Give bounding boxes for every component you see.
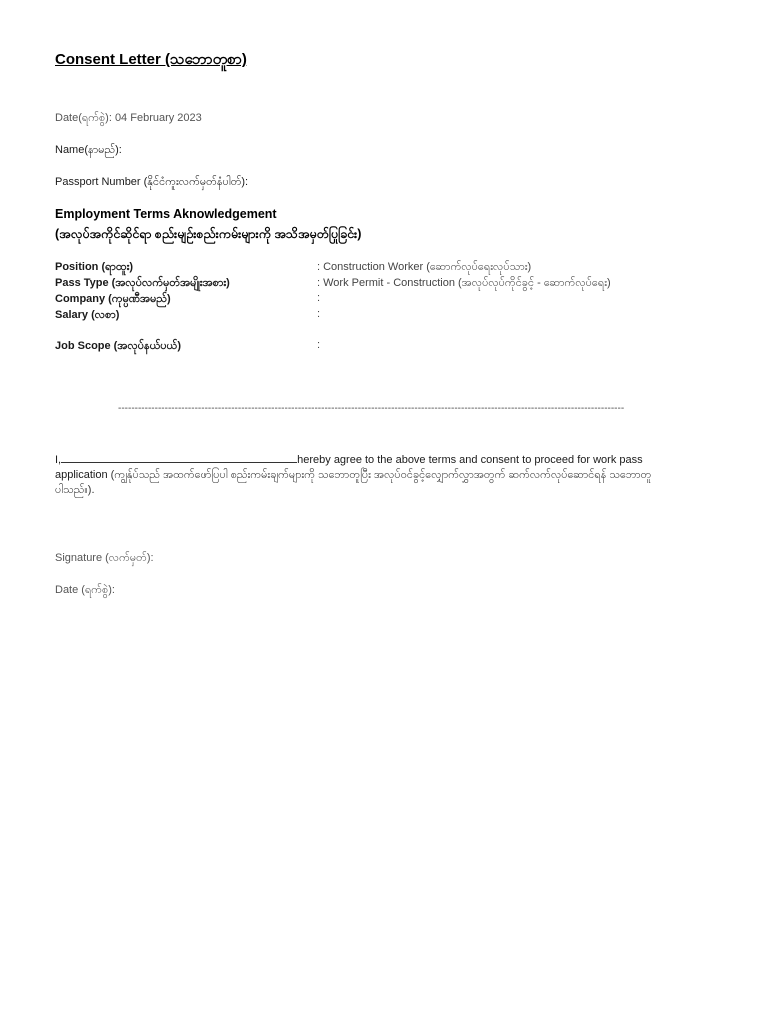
passport-line: Passport Number (နိုင်ငံကူးလက်မှတ်နံပါတ်): xyxy=(55,176,249,188)
agreement-text-english: hereby agree to the above terms and consent to proceed for work pass application xyxy=(55,454,643,481)
divider-text: -------------------------------------------------------------------------------------------------------------------------------------------------------- xyxy=(118,405,625,413)
section-heading-myanmar: (အလုပ်အကိုင်ဆိုင်ရာ စည်းမျဉ်းစည်းကမ်းများကို အသိအမှတ်ပြုခြင်း) xyxy=(55,227,362,241)
term-label: Salary (လစာ) xyxy=(55,309,120,321)
term-value: : xyxy=(317,292,321,304)
term-value: : xyxy=(317,339,321,351)
date-line: Date(ရက်စွဲ): 04 February 2023 xyxy=(55,112,202,124)
agreement-text-myanmar: (ကျွန်ုပ်သည် အထက်ဖော်ပြပါ စည်းကမ်းချက်များကို သဘောတူပြီး အလုပ်ဝင်ခွင့်လျှောက်လွှာအတွက် ဆက်လက်လုပ်ဆောင်ရန် သဘောတူပါသည်။). xyxy=(55,469,652,496)
name-blank-underline xyxy=(61,452,297,463)
section-heading-english: Employment Terms Aknowledgement xyxy=(55,207,277,221)
term-value: : Construction Worker (ဆောက်လုပ်ရေးလုပ်သား) xyxy=(317,261,532,273)
agreement-prefix: I, xyxy=(55,454,62,466)
terms-list xyxy=(55,260,695,355)
term-row-position xyxy=(55,260,695,276)
agreement-paragraph xyxy=(55,452,655,498)
dashed-divider xyxy=(118,405,650,413)
name-line: Name(နာမည်): xyxy=(55,144,122,156)
term-row-pass-type xyxy=(55,276,695,292)
term-row-company xyxy=(55,292,695,308)
term-value: : Work Permit - Construction (အလုပ်လုပ်ကိုင်ခွင့် - ဆောက်လုပ်ရေး) xyxy=(317,277,611,289)
term-value: : xyxy=(317,308,321,320)
term-label: Pass Type (အလုပ်လက်မှတ်အမျိုးအစား) xyxy=(55,277,230,289)
term-row-salary xyxy=(55,308,695,324)
term-label: Company (ကုမ္ပဏီအမည်) xyxy=(55,293,171,305)
signature-line: Signature (လက်မှတ်): xyxy=(55,552,154,564)
page-title: Consent Letter (သဘောတူစာ) xyxy=(55,51,247,68)
term-row-job-scope xyxy=(55,339,695,355)
term-label: Job Scope (အလုပ်နယ်ပယ်) xyxy=(55,340,182,352)
sign-date-line: Date (ရက်စွဲ): xyxy=(55,584,115,596)
term-label: Position (ရာထူး) xyxy=(55,261,134,273)
